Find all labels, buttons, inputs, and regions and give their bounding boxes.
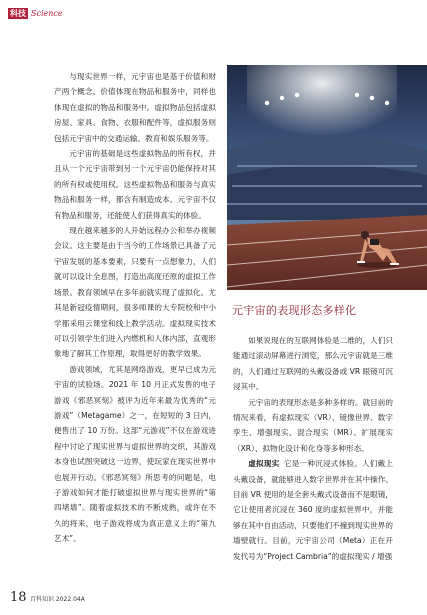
paragraph: 与现实世界一样，元宇宙也是基于价值和财产两个概念。价值体现在物品和服务中，同样也体现在虚拟的物品和服务中。虚拟物品包括虚拟房屋、家具、食物、衣服和配件等，虚拟服务则包括元宇宙中的交通运输、教育和娱乐服务等。 bbox=[54, 72, 216, 143]
paragraph-lead: 虚拟现实 bbox=[248, 459, 280, 469]
left-column bbox=[54, 69, 216, 547]
stadium-illustration bbox=[227, 65, 427, 290]
page-number: 18 bbox=[10, 590, 27, 605]
magazine-issue: 百科知识 2022.04A bbox=[30, 596, 85, 603]
paragraph: 元宇宙的基础是这些虚拟物品的所有权，并且从一个元宇宙带到另一个元宇宙仍能保持对其的所有权或使用权。这些虚拟物品和服务与真实物品和服务一样，都含有制造成本。元宇宙不仅有物品和服务，还能使人们获得真实的体验。 bbox=[54, 149, 216, 220]
paragraph bbox=[233, 333, 393, 395]
paragraph-text: 它是一种沉浸式体验。人们戴上头戴设备，就能够进入数字世界并在其中操作。目前 VR 使用的是全套头戴式设备而不是眼镜，它让使用者沉浸在 360 度的虚拟世界中，并能够在其中自由活动，只要他们不撞到现实世界的墙壁就行。目前，元宇宙公司（Meta）正在开发代号为“Project Cambria”的虚拟现实 / 增强 bbox=[233, 459, 394, 561]
stadium-runner-image bbox=[227, 65, 427, 290]
paragraph bbox=[233, 456, 393, 564]
paragraph bbox=[233, 395, 393, 457]
section-title: 元宇宙的表现形态多样化 bbox=[232, 304, 357, 317]
paragraph: 游戏领域，尤其是网络游戏，更早已成为元宇宙的试验场。2021 年 10 月正式发售的电子游戏《邪恶冥刻》被评为近年来最为优秀的“元游戏”（Metagame）之一，在短短的 3 日内，便售出了 10 万份。这部“元游戏”不仅在游戏进程中讨论了现实世界与虚拟世界的交织，其游戏本身也试图突破这一边界，使玩家在现实世界中也展开行动。《邪恶冥刻》所思考的问题是，电子游戏如何才能打破虚拟世界与现实世界的“第四堵墙”。随着虚拟技术的不断成熟，或许在不久的将来，电子游戏将成为真正意义上的“第九艺术”。 bbox=[54, 364, 216, 544]
section-tag-english: Science bbox=[31, 8, 63, 18]
paragraph: 现在越来越多的人开始远程办公和举办视频会议。这主要是由于当今的工作场景已具备了元宇宙发展的基本要素，只要有一点想象力，人们就可以设计全息图，打造出高度还原的虚拟工作场景。教育领域早在多年前就实现了虚拟化。尤其是新冠疫情期间，很多师课的大专院校和中小学都采用云课堂和线上教学活动。虚拟现实技术可以引领学生们进入内燃机和人体内部，直观形象地了解其工作原理，取得更好的教学效果。 bbox=[54, 226, 216, 359]
section-tag: 科技 bbox=[10, 8, 26, 18]
paragraph-text: 如果说现在的互联网体验是二维的，人们只能通过滚动屏幕进行浏览，那么元宇宙就是三维的，人们通过互联网的头戴设备或 VR 眼镜可沉浸其中。 bbox=[233, 336, 393, 392]
header bbox=[8, 6, 63, 20]
paragraph-text: 元宇宙的表现形态是多种多样的。就目前的情况来看，有虚拟现实（VR）、镜像世界、数字孪生、增强现实、混合现实（MR）、扩展现实（XR）、拟物化设计和化身等多种形态。 bbox=[233, 397, 393, 453]
right-column bbox=[233, 333, 393, 564]
